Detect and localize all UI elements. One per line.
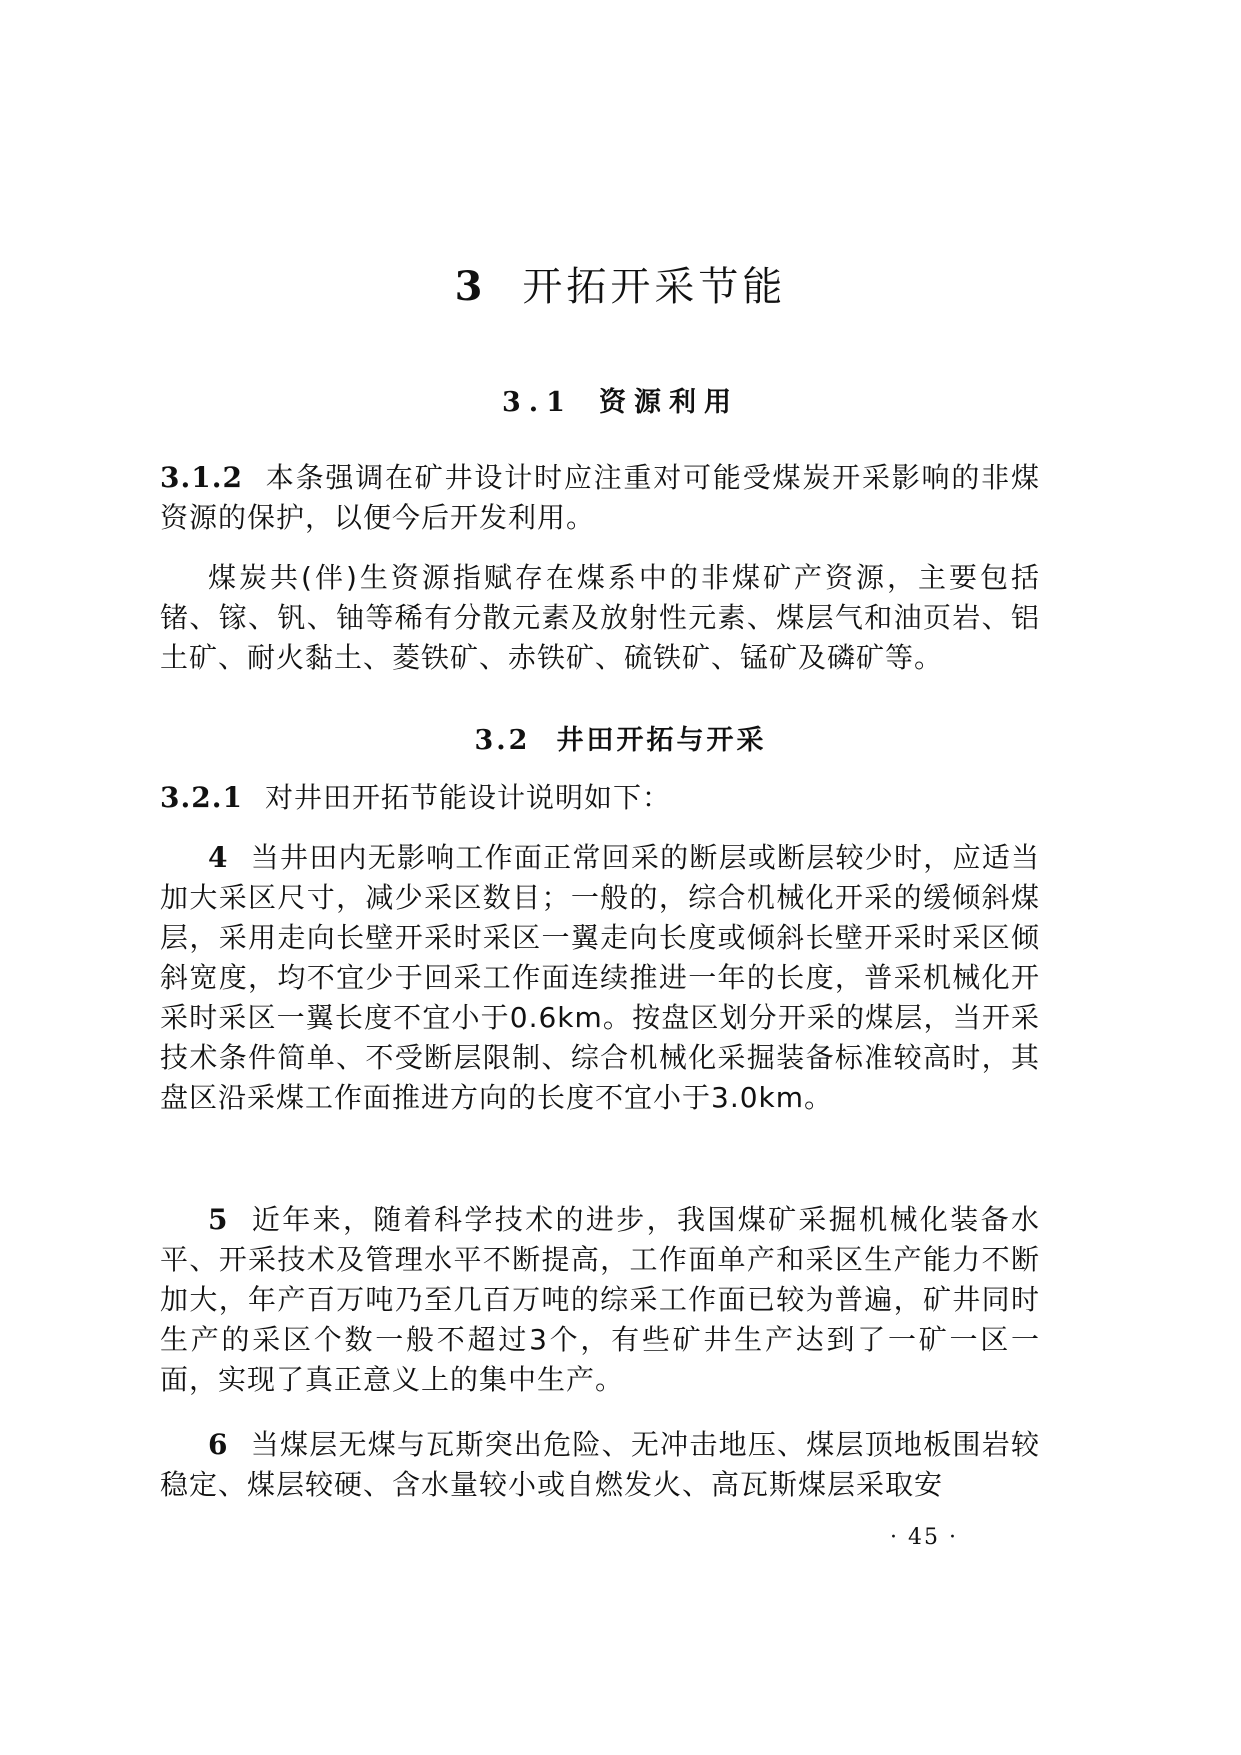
item-number: 4: [208, 841, 229, 874]
item-number: 6: [208, 1428, 229, 1461]
item-5: [160, 1200, 1040, 1400]
page-number: · 45 ·: [890, 1525, 958, 1550]
item-text: 当煤层无煤与瓦斯突出危险、无冲击地压、煤层顶地板围岩较稳定、煤层较硬、含水量较小或自燃发火、高瓦斯煤层采取安: [160, 1428, 1040, 1501]
section-number: 3.1: [502, 387, 573, 418]
item-text: 近年来，随着科学技术的进步，我国煤矿采掘机械化装备水平、开采技术及管理水平不断提高，工作面单产和采区生产能力不断加大，年产百万吨乃至几百万吨的综采工作面已较为普遍，矿井同时生产的采区个数一般不超过3个，有些矿井生产达到了一矿一区一面，实现了真正意义上的集中生产。: [160, 1203, 1040, 1396]
section-title-text: 井田开拓与开采: [556, 725, 767, 756]
clause-text: 对井田开拓节能设计说明如下：: [264, 781, 671, 814]
item-text: 当井田内无影响工作面正常回采的断层或断层较少时，应适当加大采区尺寸，减少采区数目；一般的，综合机械化开采的缓倾斜煤层，采用走向长壁开采时采区一翼走向长度或倾斜长壁开采时采区倾斜宽度，均不宜少于回采工作面连续推进一年的长度，普采机械化开采时采区一翼长度不宜小于0.6km。按盘区划分开采的煤层，当开采技术条件简单、不受断层限制、综合机械化采掘装备标准较高时，其盘区沿采煤工作面推进方向的长度不宜小于3.0km。: [160, 841, 1040, 1114]
item-6: [160, 1425, 1040, 1505]
item-4: [160, 838, 1040, 1118]
item-number: 5: [208, 1203, 229, 1236]
chapter-title-text: 开拓开采节能: [522, 264, 787, 310]
clause-number: 3.1.2: [160, 461, 243, 494]
chapter-title: [0, 255, 1241, 312]
clause-text: 本条强调在矿井设计时应注重对可能受煤炭开采影响的非煤资源的保护，以便今后开发利用。: [160, 461, 1040, 534]
paragraph-text: 煤炭共(伴)生资源指赋存在煤系中的非煤矿产资源，主要包括锗、镓、钒、铀等稀有分散元素及放射性元素、煤层气和油页岩、铝土矿、耐火黏土、菱铁矿、赤铁矿、硫铁矿、锰矿及磷矿等。: [160, 561, 1040, 674]
section-heading-3-1: [0, 380, 1241, 419]
chapter-number: 3: [454, 263, 487, 310]
paragraph-resources: [160, 558, 1040, 678]
section-number: 3.2: [474, 725, 531, 756]
clause-number: 3.2.1: [160, 781, 243, 814]
clause-3-1-2: [160, 458, 1040, 538]
section-heading-3-2: [0, 718, 1241, 757]
clause-3-2-1: [160, 778, 1040, 818]
section-title-text: 资源利用: [598, 387, 739, 418]
